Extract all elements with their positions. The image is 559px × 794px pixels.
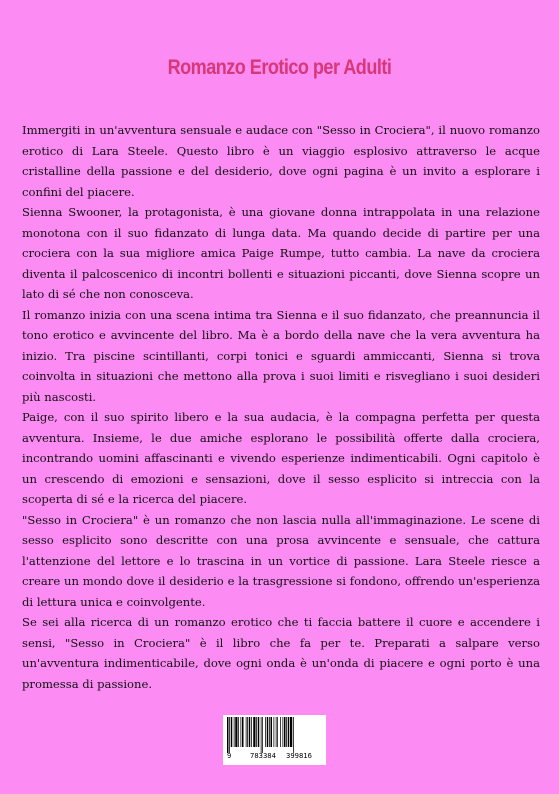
book-title: Romanzo Erotico per Adulti (167, 56, 392, 80)
barcode-lead-digit: 9 (227, 751, 232, 760)
isbn-barcode (223, 715, 326, 765)
blurb-paragraph: Il romanzo inizia con una scena intima tra Sienna e il suo fidanzato, che preannuncia il tono erotico e avvincente del libro. Ma è a bordo della nave che la vera avventura ha inizio. Tra piscine scintillanti, corpi tonici e sguardi ammiccanti, Sienna si trova coinvolta in situazioni che mettono alla prova i suoi limiti e risvegliano i suoi desideri più nascosti. (22, 307, 540, 404)
barcode-digits-group-2: 399816 (286, 751, 312, 760)
barcode-digits-group-1: 783384 (250, 751, 276, 760)
back-cover-blurb (22, 120, 540, 694)
blurb-paragraph: Se sei alla ricerca di un romanzo erotico che ti faccia battere il cuore e accendere i sensi, "Sesso in Crociera" è il libro che fa per te. Preparati a salpare verso un'avventura indimenticabile, dove ogni onda è un'onda di piacere e ogni porto è una promessa di passione. (22, 615, 540, 691)
blurb-paragraph: Sienna Swooner, la protagonista, è una giovane donna intrappolata in una relazione monotona con il suo fidanzato di lunga data. Ma quando decide di partire per una crociera con la sua migliore amica Paige Rumpe, tutto cambia. La nave da crociera diventa il palcoscenico di incontri bollenti e situazioni piccanti, dove Sienna scopre un lato di sé che non conosceva. (22, 205, 540, 301)
barcode-number (223, 748, 326, 760)
blurb-paragraph: Immergiti in un'avventura sensuale e audace con "Sesso in Crociera", il nuovo romanzo erotico di Lara Steele. Questo libro è un viaggio esplosivo attraverso le acque cristalline della passione e del desiderio, dove ogni pagina è un invito a esplorare i confini del piacere. (22, 123, 540, 199)
blurb-paragraph: "Sesso in Crociera" è un romanzo che non lascia nulla all'immaginazione. Le scene di sesso esplicito sono descritte con una prosa avvincente e sensuale, che cattura l'attenzione del lettore e lo trascina in un vortice di passione. Lara Steele riesce a creare un mondo dove il desiderio e la trasgressione si fondono, offrendo un'esperienza di lettura unica e coinvolgente. (22, 512, 540, 609)
blurb-paragraph: Paige, con il suo spirito libero e la sua audacia, è la compagna perfetta per questa avventura. Insieme, le due amiche esplorano le possibilità offerte dalla crociera, incontrando uomini affascinanti e vivendo esperienze indimenticabili. Ogni capitolo è un crescendo di emozioni e sensazioni, dove il sesso esplicito si intreccia con la scoperta di sé e la ricerca del piacere. (22, 410, 540, 506)
